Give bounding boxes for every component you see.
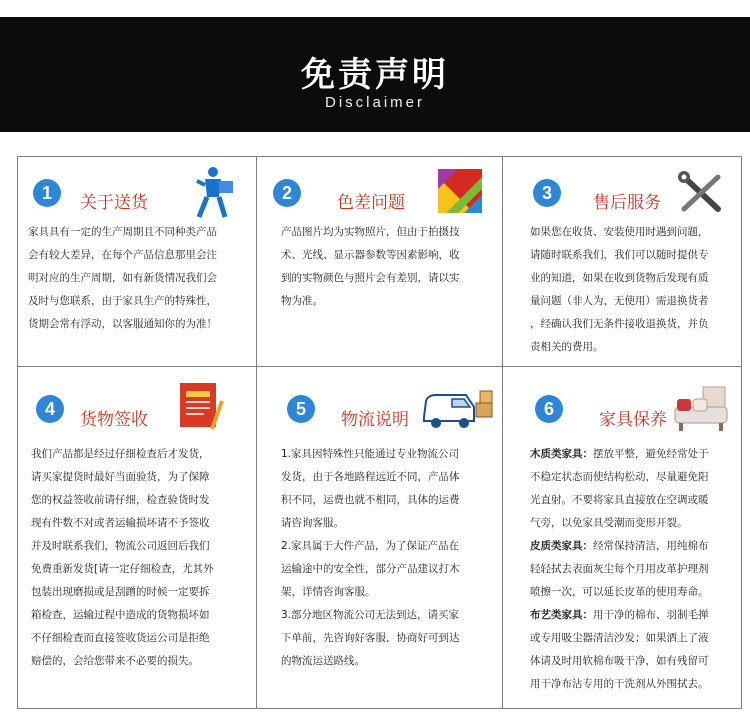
text-line: 现有件数不对或者运输损坏请不予签收 xyxy=(31,517,210,529)
section-delivery xyxy=(18,157,256,366)
text-line: 的物流运送路线。 xyxy=(281,655,365,667)
text-line: 赔偿的，会给您带来不必要的损失。 xyxy=(31,655,199,667)
section-number: 6 xyxy=(535,395,563,423)
section-body xyxy=(530,443,740,696)
text-line xyxy=(530,466,740,489)
section-number: 2 xyxy=(273,179,301,207)
section-number: 1 xyxy=(33,179,61,207)
page-subtitle: Disclaimer xyxy=(324,94,425,111)
care-text: 体请及时用软棉布吸干净，如有残留可 xyxy=(530,655,709,667)
section-number: 5 xyxy=(287,395,315,423)
text-line: 您的权益签收前请仔细，检查验货时发 xyxy=(31,494,210,506)
text-line: ，经确认我们无条件接收退换货，并负 xyxy=(530,318,709,330)
section-body xyxy=(281,443,499,673)
text-line: 2.家具属于大件产品，为了保证产品在 xyxy=(281,540,460,552)
text-line xyxy=(530,558,740,581)
section-body xyxy=(281,221,496,313)
text-line: 货期会常有浮动，以客服通知你的为准！ xyxy=(28,318,217,330)
section-title: 货物签收 xyxy=(80,410,148,430)
clipboard-icon xyxy=(178,379,224,431)
section-title: 色差问题 xyxy=(337,193,405,213)
care-text: 摆放平整，避免经常处于 xyxy=(593,448,709,460)
text-line: 请买家提货时最好当面验货，为了保障 xyxy=(31,471,210,483)
text-line xyxy=(530,673,740,696)
care-text: 气旁，以免家具受潮而变形开裂。 xyxy=(530,517,688,529)
header-banner xyxy=(0,17,750,132)
text-line: 物为准。 xyxy=(281,295,323,307)
text-line xyxy=(530,604,740,627)
text-line: 到的实物颜色与照片会有差别，请以实 xyxy=(281,272,460,284)
section-body xyxy=(28,221,253,336)
text-line: 会有较大差异，在每个产品信息那里会注 xyxy=(28,249,217,261)
text-line: 产品图片均为实物照片，但由于拍摄技 xyxy=(281,226,460,238)
text-line: 箱检查，运输过程中造成的货物损坏如 xyxy=(31,609,210,621)
text-line xyxy=(530,650,740,673)
care-category-label: 皮质类家具： xyxy=(530,540,593,552)
section-title: 物流说明 xyxy=(341,410,409,430)
section-furniture-care xyxy=(503,367,741,708)
page-title: 免责声明 xyxy=(301,55,449,95)
section-body xyxy=(31,443,253,673)
text-line xyxy=(530,512,740,535)
care-text: 经常保持清洁，用纯棉布 xyxy=(593,540,709,552)
text-line: 我们产品都是经过仔细检查后才发货， xyxy=(31,448,210,460)
text-line: 不仔细检查而直接签收货运公司是拒绝 xyxy=(31,632,210,644)
care-text: 光直射。不要将家具直接放在空调或暖 xyxy=(530,494,709,506)
care-text: 用干净的棉布、羽制毛掸 xyxy=(593,609,709,621)
text-line: 运输途中的安全性，部分产品建议打木 xyxy=(281,563,460,575)
text-line xyxy=(530,535,740,558)
text-line: 明对应的生产周期，如有新货情况我们会 xyxy=(28,272,217,284)
text-line: 积不同，运费也就不相同，具体的运费 xyxy=(281,494,460,506)
text-line xyxy=(530,627,740,650)
top-margin xyxy=(0,0,750,17)
text-line: 包装出现磨损或是刮蹭的时候一定要拆 xyxy=(31,586,210,598)
text-line: 架，详情咨询客服。 xyxy=(281,586,376,598)
care-text: 轻轻拭去表面灰尘每个月用皮革护理剂 xyxy=(530,563,709,575)
section-color-difference xyxy=(257,157,502,366)
section-body xyxy=(530,221,740,359)
text-line: 1.家具因特殊性只能通过专业物流公司 xyxy=(281,448,460,460)
text-line: 业的知道，如果在收到货物后发现有质 xyxy=(530,272,709,284)
color-swatch-icon xyxy=(438,169,482,213)
text-line xyxy=(530,489,740,512)
section-number: 3 xyxy=(533,179,561,207)
text-line: 请随时联系我们，我们可以随时提供专 xyxy=(530,249,709,261)
text-line: 免费重新发货[请一定仔细检查，尤其外 xyxy=(31,563,214,575)
section-title: 售后服务 xyxy=(593,193,661,213)
text-line: 家具具有一定的生产周期且不同种类产品 xyxy=(28,226,217,238)
section-receipt xyxy=(18,367,256,708)
text-line: 发货，由于各地路程远近不同，产品体 xyxy=(281,471,460,483)
section-logistics xyxy=(257,367,502,708)
care-text: 喷擦一次，可以延长皮革的使用寿命。 xyxy=(530,586,709,598)
text-line: 如果您在收货、安装使用时遇到问题， xyxy=(530,226,709,238)
delivery-person-icon xyxy=(191,165,235,223)
text-line xyxy=(530,443,740,466)
text-line: 术、光线、显示器参数等因素影响，收 xyxy=(281,249,460,261)
section-after-sales xyxy=(503,157,741,366)
text-line: 3.部分地区物流公司无法到达，请买家 xyxy=(281,609,460,621)
care-text: 或专用吸尘器清洁沙发；如果洒上了液 xyxy=(530,632,709,644)
text-line: 责相关的费用。 xyxy=(530,341,604,353)
text-line xyxy=(530,581,740,604)
care-text: 用干净布沾专用的干洗剂从外围拭去。 xyxy=(530,678,709,690)
text-line: 并及时联系我们，物流公司返回后我们 xyxy=(31,540,210,552)
wrench-screwdriver-icon xyxy=(678,171,724,215)
care-category-label: 布艺类家具： xyxy=(530,609,593,621)
furniture-icon xyxy=(673,385,729,433)
text-line: 下单前，先咨询好客服，协商好可到达 xyxy=(281,632,460,644)
disclaimer-grid xyxy=(17,156,742,709)
section-number: 4 xyxy=(36,395,64,423)
text-line: 量问题（非人为，无使用）需退换货者 xyxy=(530,295,709,307)
care-text: 不稳定状态而使结构松动，尽量避免阳 xyxy=(530,471,709,483)
section-title: 关于送货 xyxy=(80,193,148,213)
text-line: 及时与您联系，由于家具生产的特殊性， xyxy=(28,295,217,307)
section-title: 家具保养 xyxy=(599,410,667,430)
text-line: 请咨询客服。 xyxy=(281,517,344,529)
delivery-truck-icon xyxy=(422,387,496,431)
care-category-label: 木质类家具： xyxy=(530,448,593,460)
